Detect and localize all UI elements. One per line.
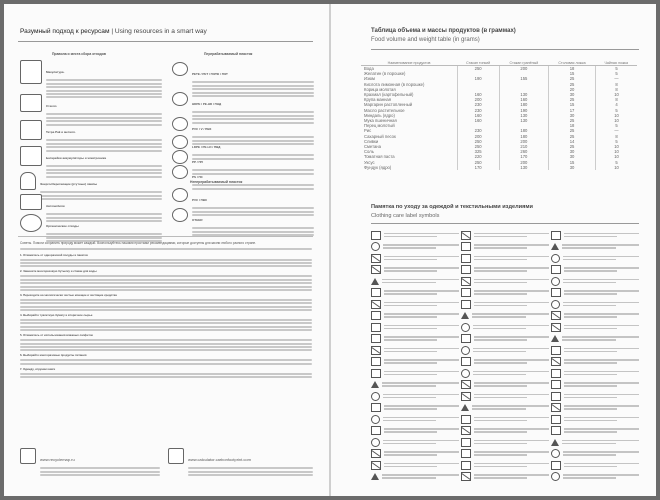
- value-cell: 160: [457, 113, 499, 118]
- value-cell: 200: [499, 139, 548, 144]
- care-symbol-icon: [371, 403, 381, 412]
- care-symbol-icon: [551, 311, 561, 320]
- care-symbol-icon: [461, 242, 471, 251]
- care-symbol-item: [551, 345, 639, 355]
- value-cell: 170: [457, 165, 499, 170]
- care-symbol-icon: [551, 335, 559, 342]
- value-cell: 10: [596, 154, 637, 159]
- care-symbol-icon: [551, 323, 561, 332]
- tips-intro: Советы. Помоги сохранить природу может каждый. Воспользуйтесь нашими простыми рекомендациями, которые доступны для жизни любого разного стране.: [20, 241, 257, 245]
- tip-5: 5. Откажитесь от использования влажных салфеток: [20, 333, 93, 338]
- care-symbol-icon: [551, 231, 561, 240]
- tips-section: [20, 242, 312, 380]
- care-symbol-icon: [551, 415, 561, 424]
- recyclemap-link[interactable]: www.recyclemap.ru: [40, 457, 75, 462]
- product-name-cell: Вода: [364, 66, 374, 71]
- volume-table: [361, 52, 637, 170]
- value-cell: 160: [457, 118, 499, 123]
- plastic-other-row: [172, 208, 314, 238]
- value-cell: 5: [596, 123, 637, 128]
- care-symbol-item: [371, 391, 459, 401]
- value-cell: 25: [549, 144, 596, 149]
- care-symbol-icon: [551, 472, 560, 481]
- care-symbol-item: [371, 230, 459, 240]
- header-separator: |: [109, 28, 115, 35]
- care-symbol-item: [461, 380, 549, 390]
- product-name-cell: Крупа манная: [364, 97, 392, 103]
- value-cell: 8: [596, 87, 637, 92]
- care-symbol-item: [371, 472, 459, 482]
- paper-icon: [20, 60, 42, 84]
- product-name-cell: Крахмал (картофельный): [364, 92, 414, 98]
- product-name-cell: Фундук (ядро): [364, 164, 392, 170]
- product-name-cell: Кислота лимонная (в порошке): [364, 81, 425, 87]
- care-symbol-icon: [551, 277, 560, 286]
- product-name-cell: Рис: [364, 128, 372, 134]
- care-symbol-item: [461, 322, 549, 332]
- value-cell: 10: [596, 113, 637, 118]
- value-cell: 8: [596, 82, 637, 87]
- care-symbol-item: [371, 414, 459, 424]
- value-cell: 30: [549, 149, 596, 154]
- care-symbol-item: [551, 368, 639, 378]
- table-header-rule: [371, 49, 639, 50]
- value-cell: 10: [596, 118, 637, 123]
- care-symbol-item: [551, 288, 639, 298]
- product-name-cell: Мука пшеничная: [364, 118, 397, 124]
- value-cell: 5: [596, 139, 637, 144]
- value-cell: 190: [499, 108, 548, 113]
- care-symbol-item: [371, 426, 459, 436]
- care-symbol-icon: [371, 242, 380, 251]
- product-name-cell: Миндаль (ядро): [364, 112, 395, 118]
- care-symbol-icon: [551, 265, 561, 274]
- care-symbol-icon: [461, 438, 471, 447]
- value-cell: 200: [499, 66, 548, 72]
- care-symbol-item: [461, 460, 549, 470]
- lamp-icon: [20, 172, 36, 190]
- recycle-1-icon: [172, 62, 188, 76]
- care-symbol-item: [371, 449, 459, 459]
- value-cell: 5: [596, 66, 637, 72]
- care-symbol-item: [461, 357, 549, 367]
- table-title: Таблица объема и массы продуктов (в граммах): [371, 28, 516, 34]
- care-symbol-icon: [461, 426, 471, 435]
- care-symbol-item: [551, 230, 639, 240]
- care-symbol-icon: [371, 288, 381, 297]
- care-symbol-item: [551, 380, 639, 390]
- care-symbol-icon: [461, 357, 471, 366]
- recycle-2-icon: [172, 92, 188, 106]
- header-thin-glass: Стакан тонкий: [457, 52, 499, 66]
- care-symbol-icon: [371, 278, 379, 285]
- map-icon: [20, 448, 36, 464]
- care-symbol-icon: [371, 323, 381, 332]
- value-cell: 5: [596, 108, 637, 113]
- car-label: Автомобили: [46, 204, 65, 208]
- value-cell: 25: [549, 118, 596, 123]
- value-cell: 220: [457, 154, 499, 159]
- value-cell: 130: [499, 92, 548, 97]
- care-symbol-item: [371, 437, 459, 447]
- care-symbol-item: [461, 265, 549, 275]
- tip-3: 3. Переходите на экологически чистые моющие и чистящие средства: [20, 292, 117, 297]
- product-name-cell: Масло растительное: [364, 107, 405, 113]
- care-symbol-icon: [461, 254, 471, 263]
- care-symbol-item: [371, 345, 459, 355]
- value-cell: 5: [596, 160, 637, 165]
- plastic-pvc: PVC / ПВХ: [192, 198, 207, 202]
- care-symbol-icon: [461, 392, 471, 401]
- care-symbol-icon: [461, 288, 471, 297]
- care-symbol-icon: [551, 369, 561, 378]
- organic-icon: [20, 214, 42, 232]
- battery-label: Батарейки аккумуляторы и электроника: [46, 156, 106, 160]
- care-symbol-icon: [461, 312, 469, 319]
- care-symbol-icon: [461, 461, 471, 470]
- car-icon: [20, 194, 42, 210]
- care-rule: [371, 223, 639, 224]
- plastic-code-2: HDPE / PE-HD / ПНД: [192, 102, 222, 106]
- header-faceted-glass: Стакан гранёный: [499, 52, 548, 66]
- value-cell: 4: [596, 102, 637, 107]
- plastic-code-6: PS / ПС: [192, 175, 203, 179]
- header-teaspoon: Чайная ложка: [596, 52, 637, 66]
- value-cell: 10: [596, 165, 637, 170]
- value-cell: 30: [549, 154, 596, 159]
- care-symbol-icon: [461, 334, 471, 343]
- value-cell: 200: [499, 160, 548, 165]
- care-symbol-item: [461, 437, 549, 447]
- value-cell: 230: [457, 108, 499, 113]
- value-cell: 25: [549, 134, 596, 139]
- value-cell: 230: [457, 128, 499, 133]
- value-cell: 18: [549, 66, 596, 72]
- care-symbol-icon: [461, 415, 471, 424]
- value-cell: 230: [457, 102, 499, 107]
- care-symbol-item: [461, 230, 549, 240]
- care-symbol-icon: [551, 461, 561, 470]
- tetrapak-label: Тетра Pak и металл.: [46, 130, 76, 134]
- care-symbol-item: [371, 311, 459, 321]
- care-symbol-item: [371, 265, 459, 275]
- value-cell: 160: [457, 92, 499, 97]
- care-symbol-item: [461, 368, 549, 378]
- plastic-code-7: OTHER: [192, 218, 203, 222]
- care-symbol-item: [551, 242, 639, 252]
- header-en: Using resources in a smart way: [114, 28, 207, 35]
- care-symbol-icon: [371, 334, 381, 343]
- care-symbol-item: [551, 426, 639, 436]
- value-cell: 180: [499, 102, 548, 107]
- product-name-cell: Маргарин растопленный: [364, 102, 413, 108]
- value-cell: 250: [457, 160, 499, 165]
- care-symbol-item: [551, 437, 639, 447]
- carbon-calc-block: [168, 448, 313, 478]
- care-symbol-icon: [371, 346, 381, 355]
- lamp-label: Энергосберегающие (ртутные) лампы: [40, 182, 98, 186]
- product-name-cell: Изюм: [364, 76, 375, 82]
- left-page-header: [20, 28, 207, 35]
- care-symbol-item: [461, 472, 549, 482]
- care-subtitle: Clothing care label symbols: [371, 213, 440, 219]
- glass-icon: [20, 94, 42, 112]
- care-symbol-icon: [551, 254, 560, 263]
- care-symbol-icon: [461, 369, 470, 378]
- header-product: Наименование продуктов: [361, 52, 457, 66]
- care-symbol-item: [371, 368, 459, 378]
- care-symbol-item: [461, 311, 549, 321]
- care-symbol-item: [461, 334, 549, 344]
- care-symbol-item: [551, 403, 639, 413]
- care-symbol-item: [461, 414, 549, 424]
- product-name-cell: Сметана: [364, 144, 381, 150]
- care-symbol-icon: [371, 254, 381, 263]
- care-symbol-icon: [551, 243, 559, 250]
- value-cell: —: [596, 128, 637, 133]
- care-symbol-icon: [371, 449, 381, 458]
- care-symbol-item: [371, 299, 459, 309]
- battery-icon: [20, 146, 42, 166]
- value-cell: 30: [549, 113, 596, 118]
- care-symbol-icon: [551, 449, 560, 458]
- care-symbol-item: [551, 311, 639, 321]
- care-symbol-item: [461, 288, 549, 298]
- care-symbol-icon: [371, 381, 379, 388]
- value-cell: 200: [457, 134, 499, 139]
- table-header-row: [361, 52, 637, 66]
- care-symbol-item: [461, 449, 549, 459]
- product-name-cell: Перец молотый: [364, 123, 395, 129]
- col1-title: Правила и места сбора отходов: [52, 52, 106, 56]
- care-symbol-icon: [551, 426, 561, 435]
- care-symbol-icon: [461, 277, 471, 286]
- value-cell: 180: [499, 134, 548, 139]
- care-symbol-icon: [371, 392, 380, 401]
- plastic-code-1: PETE / PET / ПЭТФ / ПЭТ: [192, 72, 228, 76]
- value-cell: 130: [499, 165, 548, 170]
- recycle-5-icon: [172, 150, 188, 164]
- care-symbol-item: [551, 276, 639, 286]
- care-symbol-item: [461, 426, 549, 436]
- care-symbol-item: [461, 299, 549, 309]
- value-cell: 10: [596, 92, 637, 97]
- plastic-code-3: PVC / V / ПВХ: [192, 127, 212, 131]
- header-tablespoon: Столовая ложка: [549, 52, 596, 66]
- value-cell: 190: [457, 76, 499, 81]
- care-symbol-icon: [461, 404, 469, 411]
- care-symbol-icon: [551, 403, 561, 412]
- care-symbol-item: [371, 460, 459, 470]
- care-symbol-item: [371, 242, 459, 252]
- care-symbol-icon: [551, 300, 560, 309]
- value-cell: 250: [457, 144, 499, 149]
- plastic-code-4: LDPE / PE-LD / ПВД: [192, 145, 221, 149]
- care-symbol-icon: [371, 473, 379, 480]
- value-cell: 25: [549, 128, 596, 133]
- value-cell: 10: [596, 144, 637, 149]
- care-title: Памятка по уходу за одеждой и текстильными изделиями: [371, 204, 533, 210]
- care-symbol-item: [551, 460, 639, 470]
- care-symbol-icon: [371, 311, 381, 320]
- value-cell: 30: [549, 92, 596, 97]
- care-symbol-icon: [461, 265, 471, 274]
- recycle-4-icon: [172, 135, 188, 149]
- care-symbol-icon: [461, 300, 471, 309]
- care-symbol-icon: [551, 346, 561, 355]
- right-page: [331, 4, 656, 496]
- value-cell: 130: [499, 113, 548, 118]
- care-symbol-item: [551, 334, 639, 344]
- tip-4: 4. Выбирайте туалетную бумагу и вторичное сырье: [20, 313, 93, 318]
- care-symbol-item: [371, 276, 459, 286]
- care-symbol-item: [371, 357, 459, 367]
- care-symbol-item: [551, 253, 639, 263]
- care-symbol-icon: [551, 357, 561, 366]
- care-symbol-icon: [461, 323, 470, 332]
- value-cell: 155: [499, 76, 548, 81]
- care-symbol-icon: [371, 426, 381, 435]
- value-cell: 210: [499, 144, 548, 149]
- product-name-cell: Сахарный песок: [364, 133, 396, 139]
- header-ru: Разумный подход к ресурсам: [20, 28, 110, 35]
- value-cell: 260: [499, 149, 548, 154]
- product-name-cell: Сливки: [364, 138, 379, 144]
- value-cell: 25: [549, 82, 596, 87]
- care-symbol-item: [461, 391, 549, 401]
- organic-label: Органические отходы: [46, 224, 79, 228]
- value-cell: 250: [457, 66, 499, 72]
- care-symbol-item: [371, 334, 459, 344]
- value-cell: 180: [499, 128, 548, 133]
- care-symbol-item: [461, 242, 549, 252]
- value-cell: 200: [457, 97, 499, 102]
- care-symbol-item: [551, 299, 639, 309]
- tip-7: 7. Одежду, игрушки книги: [20, 366, 56, 371]
- product-name-cell: Томатная паста: [364, 154, 395, 160]
- value-cell: —: [596, 76, 637, 81]
- care-symbol-item: [551, 472, 639, 482]
- value-cell: 25: [549, 76, 596, 81]
- value-cell: 130: [499, 118, 548, 123]
- glass-label: Стекло: [46, 104, 57, 108]
- value-cell: 14: [549, 139, 596, 144]
- table-subtitle: Food volume and weight table (in grams): [371, 37, 480, 43]
- value-cell: 15: [549, 71, 596, 76]
- care-symbol-item: [371, 403, 459, 413]
- care-symbol-icon: [371, 438, 380, 447]
- care-symbol-icon: [461, 346, 470, 355]
- non-recyclable-title: Неперерабатываемый пластик: [190, 180, 243, 184]
- value-cell: 250: [457, 139, 499, 144]
- paper-label: Макулатура.: [46, 70, 65, 74]
- care-symbol-item: [551, 265, 639, 275]
- value-cell: 18: [549, 123, 596, 128]
- calculator-icon: [168, 448, 184, 464]
- tip-1: 1. Откажитесь от одноразовой посуды и пакетов: [20, 252, 88, 257]
- col2-title: Перерабатываемый пластик: [204, 52, 253, 56]
- product-name-cell: Уксус: [364, 159, 375, 165]
- care-symbol-icon: [371, 357, 381, 366]
- product-name-cell: Корица молотая: [364, 86, 396, 92]
- care-symbol-icon: [371, 369, 381, 378]
- carbon-calc-link[interactable]: www.calculator.carbonfootprint.com: [188, 457, 251, 462]
- header-rule: [18, 41, 313, 42]
- care-symbol-icon: [461, 472, 471, 481]
- care-symbol-icon: [371, 231, 381, 240]
- care-symbol-item: [551, 391, 639, 401]
- care-symbol-item: [461, 403, 549, 413]
- care-symbol-icon: [461, 449, 471, 458]
- value-cell: 8: [596, 97, 637, 102]
- care-symbol-item: [551, 357, 639, 367]
- value-cell: 160: [499, 97, 548, 102]
- tip-6: 6. Выбирайте многоразовые продукты питания: [20, 353, 87, 358]
- organic-row: [20, 214, 162, 244]
- care-symbol-icon: [371, 415, 380, 424]
- value-cell: 325: [457, 149, 499, 154]
- value-cell: 5: [596, 71, 637, 76]
- value-cell: 30: [549, 165, 596, 170]
- plastic-code-5: PP / ПП: [192, 160, 203, 164]
- care-symbol-icon: [551, 288, 561, 297]
- product-name-cell: Соль: [364, 149, 374, 155]
- value-cell: 10: [596, 149, 637, 154]
- care-symbol-item: [551, 414, 639, 424]
- care-symbol-item: [461, 253, 549, 263]
- book-spread: [4, 4, 656, 496]
- care-symbol-icon: [371, 461, 381, 470]
- care-symbol-icon: [371, 265, 381, 274]
- tip-2: 2. Замените многоразовую бутылку и стакан для воды: [20, 269, 97, 274]
- care-symbol-icon: [371, 300, 381, 309]
- recycle-pvc-icon: [172, 188, 188, 202]
- recycle-6-icon: [172, 165, 188, 179]
- value-cell: 17: [549, 108, 596, 113]
- care-symbol-item: [461, 276, 549, 286]
- care-symbol-icon: [461, 231, 471, 240]
- value-cell: 20: [549, 87, 596, 92]
- care-symbol-item: [371, 288, 459, 298]
- care-symbol-item: [371, 253, 459, 263]
- table-row: [361, 165, 637, 170]
- care-symbol-item: [371, 380, 459, 390]
- left-page: [4, 4, 329, 496]
- care-symbol-icon: [551, 380, 561, 389]
- care-symbol-icon: [461, 380, 471, 389]
- care-symbol-item: [551, 449, 639, 459]
- value-cell: 8: [596, 134, 637, 139]
- product-name-cell: Желатин (в порошке): [364, 71, 406, 77]
- tetrapak-icon: [20, 120, 42, 140]
- care-symbol-item: [371, 322, 459, 332]
- value-cell: 170: [499, 154, 548, 159]
- care-symbol-item: [551, 322, 639, 332]
- recyclemap-block: [20, 448, 160, 478]
- section-rule: [18, 236, 313, 237]
- recycle-3-icon: [172, 117, 188, 131]
- care-symbol-icon: [551, 439, 559, 446]
- care-symbol-icon: [551, 392, 561, 401]
- care-symbol-item: [461, 345, 549, 355]
- value-cell: 15: [549, 160, 596, 165]
- value-cell: 25: [549, 97, 596, 102]
- recycle-7-icon: [172, 208, 188, 222]
- value-cell: 15: [549, 102, 596, 107]
